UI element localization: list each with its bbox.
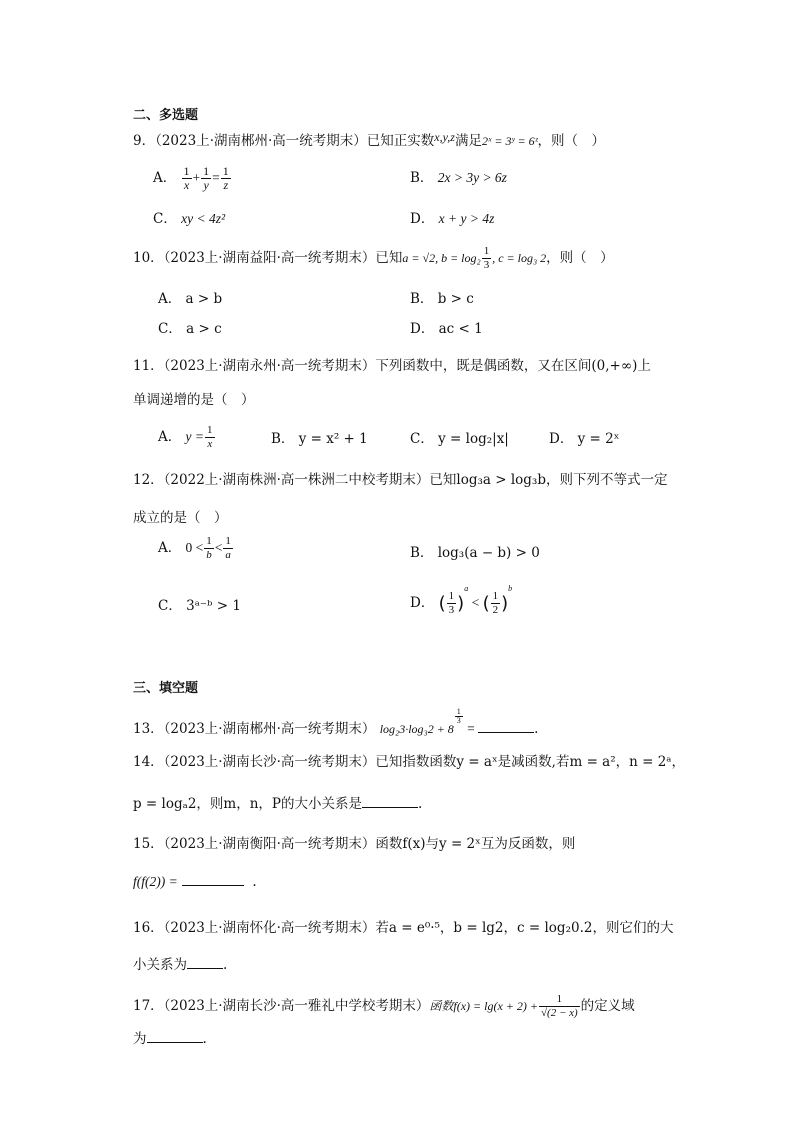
fraction: $\frac{1}{√(2 - x)}$: [541, 993, 578, 1019]
q10-number: 10．: [133, 250, 164, 266]
fraction: $\frac{1}{z}$: [222, 164, 229, 192]
q17-end: .: [202, 1031, 207, 1047]
q14-line2-text: p = logₐ2，则m，n，P的大小关系是: [133, 796, 362, 812]
q11-option-c: C． y = log₂|x|: [410, 431, 509, 447]
q14-number: 14．: [133, 754, 164, 770]
q14-line-2: [133, 792, 422, 812]
q16-source: （2023上·湖南怀化·高一统考期末）: [163, 920, 376, 936]
q15-number: 15．: [133, 836, 164, 852]
section-heading-fill: 三、填空题: [133, 681, 199, 696]
q14-source: （2023上·湖南长沙·高一统考期末）: [163, 754, 376, 770]
q9-c-expr: xy < 4z²: [181, 211, 226, 226]
q11-number: 11．: [133, 358, 164, 374]
q15-end: .: [252, 874, 257, 890]
q11-a-label: A．: [158, 429, 182, 445]
answer-blank[interactable]: [182, 873, 244, 886]
answer-blank[interactable]: [147, 1030, 203, 1043]
q13-end: .: [534, 721, 539, 737]
question-16: [133, 916, 673, 936]
q17-number: 17．: [133, 998, 164, 1014]
q11-source: （2023上·湖南永州·高一统考期末）: [163, 358, 376, 374]
q9-b-expr: 2x > 3y > 6z: [437, 170, 507, 185]
q9-a-label: A．: [153, 170, 177, 186]
q15-source: （2023上·湖南衡阳·高一统考期末）: [163, 836, 376, 852]
q12-option-c: C． 3ᵃ⁻ᵇ > 1: [158, 598, 241, 614]
q10-source: （2023上·湖南益阳·高一统考期末）: [163, 250, 376, 266]
fraction: $\frac{1}{x}$: [183, 164, 190, 192]
q10-expr2: , c = log₃ 2: [492, 251, 547, 265]
q12-source: （2022上·湖南株洲·高一株洲二中校考期末）: [163, 472, 430, 488]
q15-text: 函数f(x)与y = 2ˣ互为反函数，则: [375, 836, 576, 852]
q13-source: （2023上·湖南郴州·高一统考期末）: [163, 721, 376, 737]
q15-line2-text: f(f(2)) =: [133, 874, 178, 889]
q10-option-a: A． a > b: [158, 291, 223, 307]
q12-option-d: D． ( $\frac{1}{3}$ )$^a$ < ( $\frac{1}{2}$ )$^b$: [410, 584, 513, 616]
question-11: [133, 354, 651, 374]
q17-expr: 函数f(x) = lg(x + 2) +: [429, 999, 538, 1013]
q16-line2-text: 小关系为: [133, 957, 187, 973]
q9-option-a: A． $\frac{1}{x}$ + $\frac{1}{y}$ = $\frac{1}{z}$: [153, 164, 229, 192]
q17-tail: 的定义域: [580, 998, 635, 1014]
fraction: $\frac{1}{3}$: [448, 590, 455, 616]
q12-d-label: D．: [410, 595, 435, 611]
question-14: [133, 750, 685, 770]
question-15: [133, 832, 575, 852]
question-12: [133, 468, 667, 488]
q17-source: （2023上·湖南长沙·高一雅礼中学校考期末）: [163, 998, 430, 1014]
q12-option-a: A． 0 < $\frac{1}{b}$ < $\frac{1}{a}$: [158, 535, 231, 561]
q10-tail: ，则（ ）: [546, 250, 614, 266]
q12-text: 已知log₃a > log₃b，则下列不等式一定: [429, 472, 668, 488]
q9-option-b: [410, 166, 507, 186]
q9-c-label: C．: [153, 211, 177, 227]
q9-option-d: [410, 207, 494, 227]
q9-d-label: D．: [410, 211, 435, 227]
q10-text: 已知: [375, 250, 403, 266]
q11-option-a: A． y = $\frac{1}{x}$: [158, 424, 213, 450]
q11-line-2: 单调递增的是（ ）: [133, 392, 255, 408]
q12-a-label: A．: [158, 540, 182, 556]
q9-option-c: [153, 207, 225, 227]
fraction: $\frac{1}{x}$: [207, 424, 213, 450]
q14-end: .: [418, 796, 423, 812]
q13-equals: =: [463, 721, 479, 736]
fraction: $\frac{1}{2}$: [492, 590, 499, 616]
fraction: $\frac{1}{b}$: [206, 535, 212, 561]
question-17: [133, 993, 635, 1020]
question-13: [133, 708, 538, 737]
q17-line2-text: 为: [133, 1031, 147, 1047]
q13-number: 13．: [133, 721, 164, 737]
q16-text: 若a = e⁰·⁵，b = lg2，c = log₂0.2，则它们的大: [375, 920, 674, 936]
q14-text: 已知指数函数y = aˣ是减函数,若m = a²，n = 2ᵃ，: [375, 754, 686, 770]
fraction: $\frac{1}{3}$: [483, 245, 490, 271]
q12-option-b: B． log₃(a − b) > 0: [410, 545, 540, 561]
q17-line-2: [133, 1027, 207, 1047]
q9-b-label: B．: [410, 170, 434, 186]
q15-line-2: [133, 873, 257, 890]
q9-number: 9．: [133, 133, 156, 149]
fraction: $\frac{1}{3}$: [456, 707, 461, 725]
q12-number: 12．: [133, 472, 164, 488]
q10-option-d: D． ac < 1: [410, 321, 483, 337]
fraction: $\frac{1}{a}$: [225, 535, 231, 561]
answer-blank[interactable]: [478, 720, 534, 733]
q10-option-b: B． b > c: [410, 291, 474, 307]
question-10: [133, 245, 614, 272]
q9-text-a: 已知正实数: [366, 133, 435, 149]
q11-option-d: D． y = 2ˣ: [549, 431, 620, 447]
q9-text-b: 满足: [454, 133, 482, 149]
section-heading-multi: 二、多选题: [133, 108, 199, 123]
q9-d-expr: x + y > 4z: [438, 211, 495, 226]
q11-text: 下列函数中，既是偶函数，又在区间(0,+∞)上: [375, 358, 651, 374]
q9-source: （2023上·湖南郴州·高一统考期末）: [155, 133, 367, 149]
q13-expr: log₂3·log₃2 + 8: [379, 722, 454, 736]
question-9: [133, 129, 605, 149]
answer-blank[interactable]: [362, 795, 418, 808]
q10-expr: a = √2, b = log₂: [402, 251, 481, 265]
q12-line-2: 成立的是（ ）: [133, 510, 228, 526]
answer-blank[interactable]: [187, 956, 223, 969]
q9-vars: x,y,z: [434, 130, 455, 144]
q10-option-c: C． a > c: [158, 321, 222, 337]
q16-end: .: [223, 957, 228, 973]
q16-line-2: [133, 953, 227, 973]
q9-tail: ，则（ ）: [537, 133, 606, 149]
q11-option-b: B． y = x² + 1: [271, 431, 368, 447]
q16-number: 16．: [133, 920, 164, 936]
q9-condition: 2ˣ = 3ʸ = 6ᶻ: [481, 134, 538, 148]
fraction: $\frac{1}{y}$: [203, 164, 210, 192]
